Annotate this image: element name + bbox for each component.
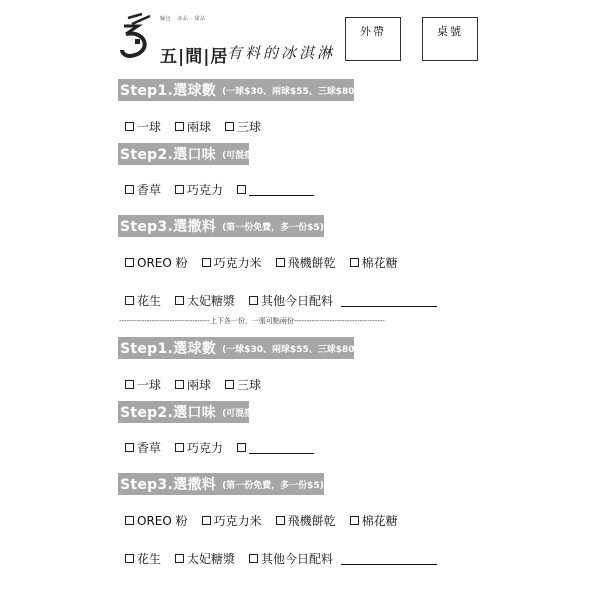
checkbox[interactable] xyxy=(276,258,285,267)
checkbox[interactable] xyxy=(225,122,234,131)
logo-subtitle: 麵包 · 冰品 · 甜品 xyxy=(160,16,206,22)
step3-header xyxy=(118,473,324,495)
scoops-options xyxy=(125,118,275,135)
topping-option-peanut[interactable]: 花生 xyxy=(125,292,161,309)
takeout-label: 外帶 xyxy=(360,25,386,38)
topping-option-sprinkles[interactable]: 巧克力米 xyxy=(202,512,262,529)
step1-title: Step1.選球數 xyxy=(120,341,217,357)
flavor-option-chocolate[interactable]: 巧克力 xyxy=(175,181,223,198)
step1-title: Step1.選球數 xyxy=(120,83,217,99)
topping-option-biscuits[interactable]: 飛機餅乾 xyxy=(276,254,336,271)
step3-title: Step3.選撒料 xyxy=(120,219,217,235)
step2-note: (可混搭) xyxy=(222,150,258,161)
topping-option-oreo[interactable]: OREO 粉 xyxy=(125,512,188,529)
checkbox[interactable] xyxy=(350,516,359,525)
topping-options-row1 xyxy=(125,254,412,271)
topping-option-other[interactable]: 其他今日配料 xyxy=(249,292,333,309)
step1-header xyxy=(118,79,359,101)
topping-options-row2 xyxy=(125,292,437,309)
scoop-option-two[interactable]: 兩球 xyxy=(175,376,211,393)
table-number-label: 桌號 xyxy=(437,25,463,38)
checkbox[interactable] xyxy=(175,122,184,131)
topping-other-blank[interactable] xyxy=(341,553,437,565)
checkbox[interactable] xyxy=(202,258,211,267)
step3-price-note: (第一份免費，多一份$5) xyxy=(222,480,324,491)
checkbox[interactable] xyxy=(125,258,134,267)
flavor-other-blank[interactable] xyxy=(249,442,314,454)
flavor-options xyxy=(125,181,328,198)
checkbox[interactable] xyxy=(249,296,258,305)
logo-name: 五|間|居 xyxy=(160,47,229,67)
checkbox[interactable] xyxy=(125,296,134,305)
checkbox[interactable] xyxy=(175,380,184,389)
logo-five-icon xyxy=(118,12,160,60)
checkbox[interactable] xyxy=(225,380,234,389)
table-number-box[interactable] xyxy=(422,17,478,61)
scoops-options xyxy=(125,376,275,393)
cut-divider xyxy=(119,316,385,326)
topping-option-marshmallow[interactable]: 棉花糖 xyxy=(350,254,398,271)
checkbox[interactable] xyxy=(175,443,184,452)
checkbox[interactable] xyxy=(125,122,134,131)
flavor-option-other[interactable] xyxy=(237,442,314,454)
step2-header xyxy=(118,401,258,423)
takeout-box[interactable] xyxy=(345,17,401,61)
flavor-option-vanilla[interactable]: 香草 xyxy=(125,439,161,456)
checkbox[interactable] xyxy=(237,185,246,194)
step3-price-note: (第一份免費，多一份$5) xyxy=(222,222,324,233)
topping-option-other[interactable]: 其他今日配料 xyxy=(249,550,333,567)
checkbox[interactable] xyxy=(125,185,134,194)
checkbox[interactable] xyxy=(175,554,184,563)
step2-note: (可混搭) xyxy=(222,408,258,419)
checkbox[interactable] xyxy=(276,516,285,525)
topping-options-row2 xyxy=(125,550,437,567)
tagline: 有料的冰淇淋 xyxy=(227,44,336,62)
divider-text: 上下各一份，一張可點兩份 xyxy=(209,317,294,325)
checkbox[interactable] xyxy=(175,185,184,194)
step2-title: Step2.選口味 xyxy=(120,147,217,163)
flavor-option-other[interactable] xyxy=(237,184,314,196)
flavor-option-chocolate[interactable]: 巧克力 xyxy=(175,439,223,456)
topping-option-toffee[interactable]: 太妃糖漿 xyxy=(175,550,235,567)
checkbox[interactable] xyxy=(350,258,359,267)
checkbox[interactable] xyxy=(125,443,134,452)
divider-dashes-left: ------------------------------------ xyxy=(119,317,210,325)
flavor-options xyxy=(125,439,328,456)
step3-header xyxy=(118,215,324,237)
topping-other-blank[interactable] xyxy=(341,295,437,307)
step1-price-note: (一球$30、兩球$55、三球$80) xyxy=(222,86,359,97)
checkbox[interactable] xyxy=(249,554,258,563)
scoop-option-three[interactable]: 三球 xyxy=(225,376,261,393)
checkbox[interactable] xyxy=(175,296,184,305)
checkbox[interactable] xyxy=(125,380,134,389)
topping-option-sprinkles[interactable]: 巧克力米 xyxy=(202,254,262,271)
step3-title: Step3.選撒料 xyxy=(120,477,217,493)
checkbox[interactable] xyxy=(202,516,211,525)
divider-dashes-right: ------------------------------------ xyxy=(293,317,385,325)
checkbox[interactable] xyxy=(237,443,246,452)
topping-options-row1 xyxy=(125,512,412,529)
topping-option-marshmallow[interactable]: 棉花糖 xyxy=(350,512,398,529)
scoop-option-one[interactable]: 一球 xyxy=(125,376,161,393)
flavor-option-vanilla[interactable]: 香草 xyxy=(125,181,161,198)
flavor-other-blank[interactable] xyxy=(249,184,314,196)
topping-option-oreo[interactable]: OREO 粉 xyxy=(125,254,188,271)
scoop-option-one[interactable]: 一球 xyxy=(125,118,161,135)
checkbox[interactable] xyxy=(125,554,134,563)
step2-header xyxy=(118,143,258,165)
step1-price-note: (一球$30、兩球$55、三球$80) xyxy=(222,344,359,355)
checkbox[interactable] xyxy=(125,516,134,525)
topping-option-toffee[interactable]: 太妃糖漿 xyxy=(175,292,235,309)
scoop-option-three[interactable]: 三球 xyxy=(225,118,261,135)
step1-header xyxy=(118,337,359,359)
step2-title: Step2.選口味 xyxy=(120,405,217,421)
topping-option-biscuits[interactable]: 飛機餅乾 xyxy=(276,512,336,529)
topping-option-peanut[interactable]: 花生 xyxy=(125,550,161,567)
scoop-option-two[interactable]: 兩球 xyxy=(175,118,211,135)
